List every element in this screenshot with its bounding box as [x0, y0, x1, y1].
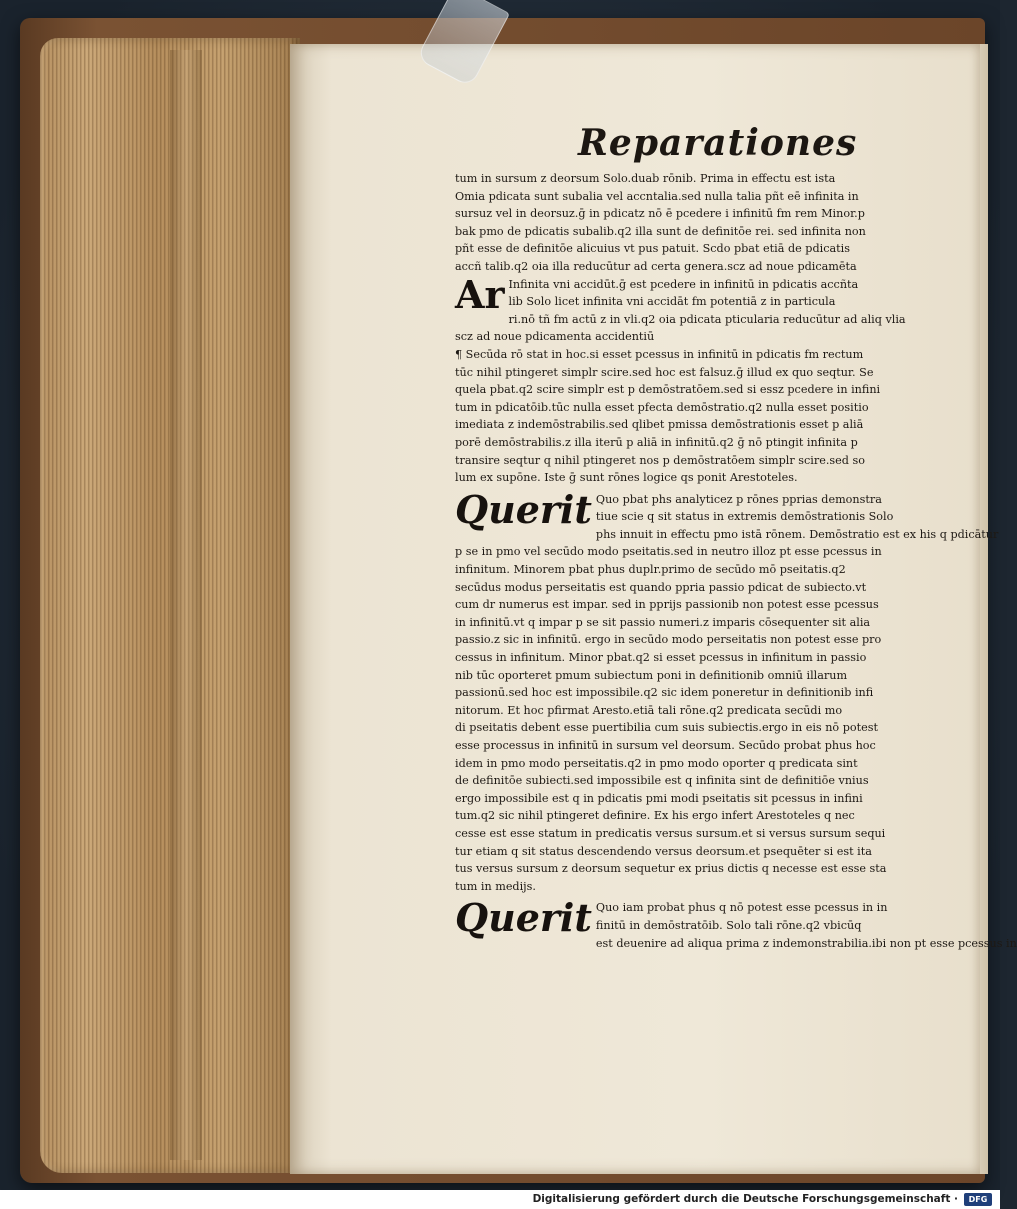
text-line: di pseitatis debent esse puertibilia cum suis subiectis.ergo in eis nō potest — [455, 721, 878, 735]
paragraph-querit-1 — [455, 486, 999, 896]
text-line: tum in medijs. — [455, 879, 536, 893]
text-line: in infinitū.vt q impar p se sit passio numeri.z imparis cōsequenter sit alia — [455, 615, 871, 629]
paragraph-opening — [455, 170, 940, 276]
drop-initial-ar: Ar — [455, 271, 505, 317]
paragraph-querit-2 — [455, 895, 1017, 952]
text-line: accñ talib.q2 oia illa reducūtur ad certa genera.scz ad noue pdicamēta — [455, 259, 857, 273]
text-line: p se in pmo vel secūdo modo pseitatis.sed in neutro illoz pt esse pcessus in — [455, 545, 882, 559]
text-line: bak pmo de pdicatis subalib.q2 illa sunt de definitōe rei. sed infinita non — [455, 224, 866, 238]
text-line: idem in pmo modo perseitatis.q2 in pmo modo oporter q predicata sint — [455, 756, 858, 770]
text-line: imediata z indemōstrabilis.sed qlibet pmissa demōstrationis esset p aliā — [455, 418, 864, 432]
text-line: tur etiam q sit status descendendo versus deorsum.et psequēter si est ita — [455, 844, 872, 858]
text-line: tiue scie q sit status in extremis demōstrationis Solo — [595, 510, 894, 524]
text-line: tum.q2 sic nihil ptingeret definire. Ex his ergo infert Arestoteles q nec — [455, 809, 855, 823]
text-line: de definitōe subiecti.sed impossibile est q infinita sint de definitiōe vnius — [455, 774, 869, 788]
text-line: tūc nihil ptingeret simplr scire.sed hoc est falsuz.ḡ illud ex quo seqtur. Se — [455, 365, 874, 379]
drop-initial-querit: Querit — [455, 486, 592, 532]
text-line: cum dr numerus est impar. sed in pprijs passionib non potest esse pcessus — [455, 598, 879, 612]
text-line: finitū in demōstratōib. Solo tali rōne.q2 vbicūq — [595, 918, 862, 932]
text-line: ¶ Secūda rō stat in hoc.si esset pcessus in infinitū in pdicatis fm rectum — [455, 347, 864, 361]
text-line: ri.nō tñ fm actū z in vli.q2 oia pdicata pticularia reducūtur ad aliq vlia — [508, 312, 906, 326]
text-line: cessus in infinitum. Minor pbat.q2 si esset pcessus in infinitum in passio — [455, 651, 867, 665]
text-line: lib Solo licet infinita vni accidāt fm potentiā z in particula — [508, 295, 836, 309]
text-line: ergo impossibile est q in pdicatis pmi modi pseitatis sit pcessus in infini — [455, 791, 863, 805]
text-line: sursuz vel in deorsuz.ḡ in pdicatz nō ē pcedere i infinitū fm rem Minor.p — [455, 207, 865, 221]
dfg-logo: DFG — [964, 1193, 992, 1206]
text-line: quela pbat.q2 scire simplr est p demōstratōem.sed si essz pcedere in infini — [455, 383, 881, 397]
text-line: cesse est esse statum in predicatis versus sursum.et si versus sursum sequi — [455, 826, 886, 840]
text-line: Infinita vni accidūt.ḡ est pcedere in infinitū in pdicatis accñta — [508, 277, 859, 291]
text-line: tum in pdicatōib.tūc nulla esset pfecta demōstratio.q2 nulla esset positio — [455, 400, 869, 414]
text-line: phs innuit in effectu pmo istā rōnem. Demōstratio est ex his q pdicātur — [595, 527, 999, 541]
text-line: esse processus in infinitū in sursum vel deorsum. Secūdo probat phus hoc — [455, 739, 876, 752]
text-line: Omia pdicata sunt subalia vel accntalia.sed nulla talia pñt eē infinita in — [455, 189, 859, 203]
text-line: tum in sursum z deorsum Solo.duab rōnib. Prima in effectu est ista — [455, 172, 836, 185]
drop-initial-querit: Querit — [455, 895, 592, 941]
text-line: nitorum. Et hoc pfirmat Aresto.etiā tali rōne.q2 predicata secūdi mo — [455, 703, 843, 717]
text-line: lum ex supōne. Iste ḡ sunt rōnes logice qs ponit Arestoteles. — [455, 471, 798, 485]
text-line: passionū.sed hoc est impossibile.q2 sic idem poneretur in definitionib infi — [455, 686, 874, 700]
text-line: porē demōstrabilis.z illa iterū p aliā in infinitū.q2 ḡ nō ptingit infinita p — [455, 435, 858, 449]
text-line: tus versus sursum z deorsum sequetur ex prius dictis q necesse est esse sta — [455, 862, 887, 876]
text-line: transire seqtur q nihil ptingeret nos p demōstratōem simplr scire.sed so — [455, 453, 865, 467]
page-text — [455, 170, 1017, 952]
page-block-shadow — [170, 50, 202, 1160]
text-line: passio.z sic in infinitū. ergo in secūdo modo perseitatis non potest esse pro — [455, 633, 882, 647]
paragraph-ar — [455, 271, 940, 487]
text-line: est deuenire ad aliqua prima z indemonstrabilia.ibi non pt esse pcessus in — [595, 936, 1017, 950]
text-line: Quo pbat phs analyticez p rōnes pprias demonstra — [595, 492, 882, 506]
running-heading: Reparationes — [578, 122, 858, 164]
text-line: scz ad noue pdicamenta accidentiū — [455, 330, 655, 344]
text-line: pñt esse de definitōe alicuius vt pus patuit. Scdo pbat etiā de pdicatis — [455, 242, 850, 256]
text-line: infinitum. Minorem pbat phus duplr.primo de secūdo mō pseitatis.q2 — [455, 563, 846, 577]
text-line: Quo iam probat phus q nō potest esse pcessus in in — [595, 901, 888, 915]
funding-credit: Digitalisierung gefördert durch die Deutsche Forschungsgemeinschaft · — [532, 1193, 958, 1205]
text-line: secūdus modus perseitatis est quando ppria passio pdicat de subiecto.vt — [455, 580, 867, 594]
text-line: nib tūc oporteret pmum subiectum poni in definitionib omniū illarum — [455, 668, 848, 682]
